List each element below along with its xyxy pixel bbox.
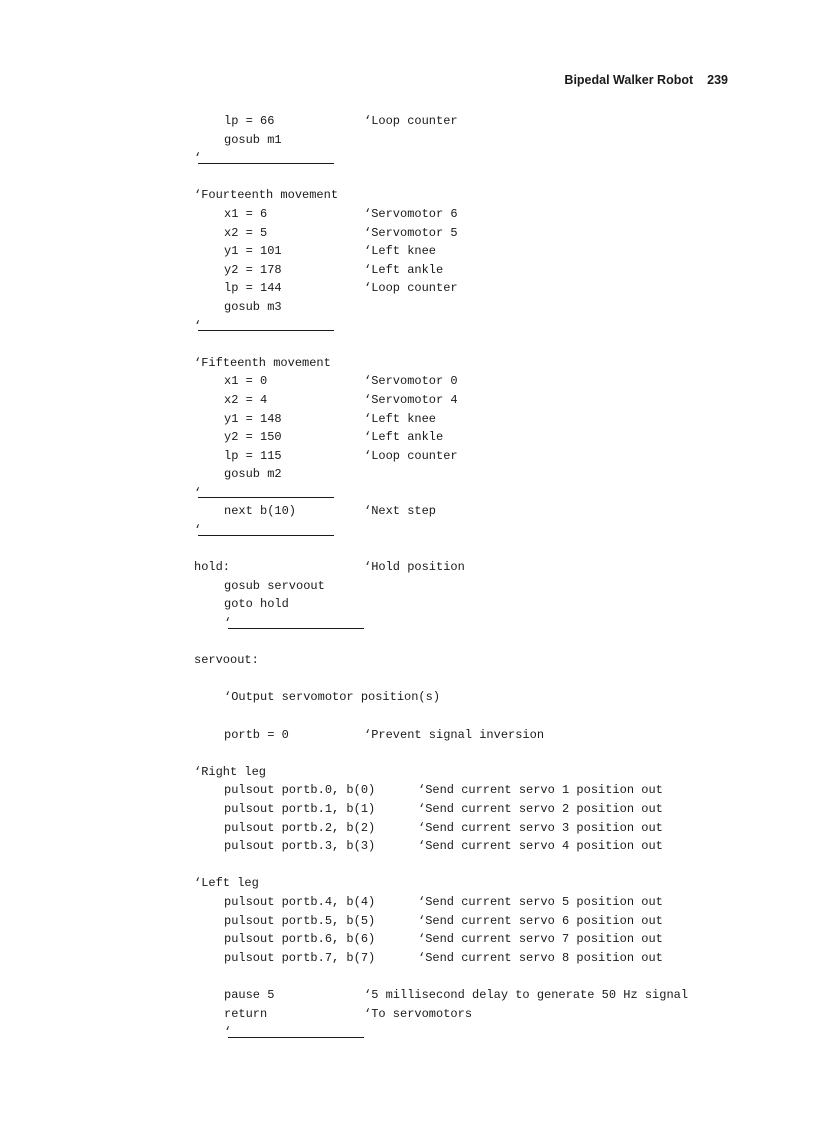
blank-line xyxy=(0,670,816,689)
code-comment: ‘Hold position xyxy=(364,560,465,575)
code-comment: ‘Servomotor 0 xyxy=(364,374,458,389)
code-line xyxy=(0,800,816,819)
code-line xyxy=(0,726,816,745)
code-statement: gosub servoout xyxy=(224,578,325,593)
code-comment: ‘Loop counter xyxy=(364,281,458,296)
separator-line xyxy=(0,614,816,633)
blank-line xyxy=(0,707,816,726)
comment-separator: ‘ xyxy=(194,317,334,336)
code-statement: y2 = 150 xyxy=(224,430,282,445)
code-comment: ‘Send current servo 3 position out xyxy=(418,820,663,835)
code-comment: ‘Left knee xyxy=(364,244,437,259)
code-line xyxy=(0,410,816,429)
separator-line xyxy=(0,484,816,503)
code-line xyxy=(0,912,816,931)
code-line xyxy=(0,261,816,280)
code-statement: ‘Fifteenth movement xyxy=(194,355,331,370)
code-statement: ‘Left leg xyxy=(194,876,259,891)
code-line xyxy=(0,949,816,968)
chapter-title: Bipedal Walker Robot xyxy=(564,73,694,87)
code-statement: pulsout portb.7, b(7) xyxy=(224,950,376,965)
code-statement: ‘Output servomotor position(s) xyxy=(224,690,441,705)
code-line xyxy=(0,819,816,838)
code-statement: next b(10) xyxy=(224,504,297,519)
blank-line xyxy=(0,633,816,652)
code-line xyxy=(0,781,816,800)
blank-line xyxy=(0,168,816,187)
code-statement: gosub m3 xyxy=(224,299,282,314)
code-statement: pulsout portb.5, b(5) xyxy=(224,913,376,928)
code-statement: gosub m1 xyxy=(224,132,282,147)
code-statement: goto hold xyxy=(224,597,289,612)
comment-separator: ‘ xyxy=(194,521,334,540)
code-line xyxy=(0,558,816,577)
code-statement: pulsout portb.6, b(6) xyxy=(224,932,376,947)
code-line xyxy=(0,930,816,949)
comment-separator: ‘ xyxy=(224,1023,364,1042)
comment-separator: ‘ xyxy=(224,614,364,633)
code-line xyxy=(0,502,816,521)
code-line xyxy=(0,205,816,224)
code-statement: hold: xyxy=(194,560,231,575)
code-line xyxy=(0,874,816,893)
code-comment: ‘Servomotor 6 xyxy=(364,206,458,221)
code-line xyxy=(0,391,816,410)
code-comment: ‘Send current servo 2 position out xyxy=(418,801,663,816)
code-statement: y2 = 178 xyxy=(224,262,282,277)
code-statement: pause 5 xyxy=(224,987,275,1002)
code-statement: portb = 0 xyxy=(224,727,289,742)
code-statement: gosub m2 xyxy=(224,467,282,482)
code-comment: ‘Next step xyxy=(364,504,437,519)
blank-line xyxy=(0,744,816,763)
code-line xyxy=(0,242,816,261)
blank-line xyxy=(0,967,816,986)
code-comment: ‘Left ankle xyxy=(364,430,444,445)
code-line xyxy=(0,372,816,391)
blank-line xyxy=(0,335,816,354)
code-statement: x1 = 0 xyxy=(224,374,268,389)
code-comment: ‘Send current servo 4 position out xyxy=(418,839,663,854)
code-line xyxy=(0,279,816,298)
code-line xyxy=(0,465,816,484)
code-comment: ‘Servomotor 4 xyxy=(364,392,458,407)
code-line xyxy=(0,186,816,205)
blank-line xyxy=(0,856,816,875)
code-line xyxy=(0,651,816,670)
separator-line xyxy=(0,1023,816,1042)
code-statement: x2 = 4 xyxy=(224,392,268,407)
code-statement: ‘Fourteenth movement xyxy=(194,188,339,203)
code-comment: ‘Prevent signal inversion xyxy=(364,727,545,742)
code-comment: ‘Send current servo 1 position out xyxy=(418,783,663,798)
code-comment: ‘Send current servo 7 position out xyxy=(418,932,663,947)
code-comment: ‘Send current servo 5 position out xyxy=(418,894,663,909)
comment-separator: ‘ xyxy=(194,149,334,168)
code-statement: pulsout portb.1, b(1) xyxy=(224,801,376,816)
code-statement: lp = 66 xyxy=(224,114,275,128)
code-statement: lp = 115 xyxy=(224,448,282,463)
code-comment: ‘Send current servo 6 position out xyxy=(418,913,663,928)
code-comment: ‘Left knee xyxy=(364,411,437,426)
code-comment: ‘Left ankle xyxy=(364,262,444,277)
code-statement: return xyxy=(224,1006,268,1021)
code-line xyxy=(0,837,816,856)
code-comment: ‘Loop counter xyxy=(364,448,458,463)
code-statement: pulsout portb.2, b(2) xyxy=(224,820,376,835)
code-statement: x2 = 5 xyxy=(224,225,268,240)
code-line xyxy=(0,577,816,596)
separator-line xyxy=(0,317,816,336)
code-statement: y1 = 148 xyxy=(224,411,282,426)
code-line xyxy=(0,447,816,466)
code-statement: pulsout portb.3, b(3) xyxy=(224,839,376,854)
code-comment: ‘Servomotor 5 xyxy=(364,225,458,240)
code-statement: pulsout portb.0, b(0) xyxy=(224,783,376,798)
comment-separator: ‘ xyxy=(194,484,334,503)
code-statement: y1 = 101 xyxy=(224,244,282,259)
code-statement: x1 = 6 xyxy=(224,206,268,221)
code-statement: servoout: xyxy=(194,653,259,668)
separator-line xyxy=(0,149,816,168)
code-line xyxy=(0,112,816,131)
code-line xyxy=(0,893,816,912)
blank-line xyxy=(0,540,816,559)
code-statement: pulsout portb.4, b(4) xyxy=(224,894,376,909)
code-line xyxy=(0,131,816,150)
running-header xyxy=(564,73,728,87)
code-comment: ‘5 millisecond delay to generate 50 Hz signal xyxy=(364,987,689,1002)
code-line xyxy=(0,428,816,447)
code-line xyxy=(0,354,816,373)
code-comment: ‘To servomotors xyxy=(364,1006,473,1021)
code-comment: ‘Loop counter xyxy=(364,114,458,128)
code-line xyxy=(0,595,816,614)
code-line xyxy=(0,224,816,243)
code-line xyxy=(0,986,816,1005)
code-line xyxy=(0,1005,816,1024)
code-comment: ‘Send current servo 8 position out xyxy=(418,950,663,965)
code-line xyxy=(0,763,816,782)
separator-line xyxy=(0,521,816,540)
code-listing xyxy=(0,112,816,1042)
code-line xyxy=(0,298,816,317)
code-line xyxy=(0,688,816,707)
code-statement: lp = 144 xyxy=(224,281,282,296)
code-statement: ‘Right leg xyxy=(194,764,267,779)
page-number: 239 xyxy=(707,73,728,87)
